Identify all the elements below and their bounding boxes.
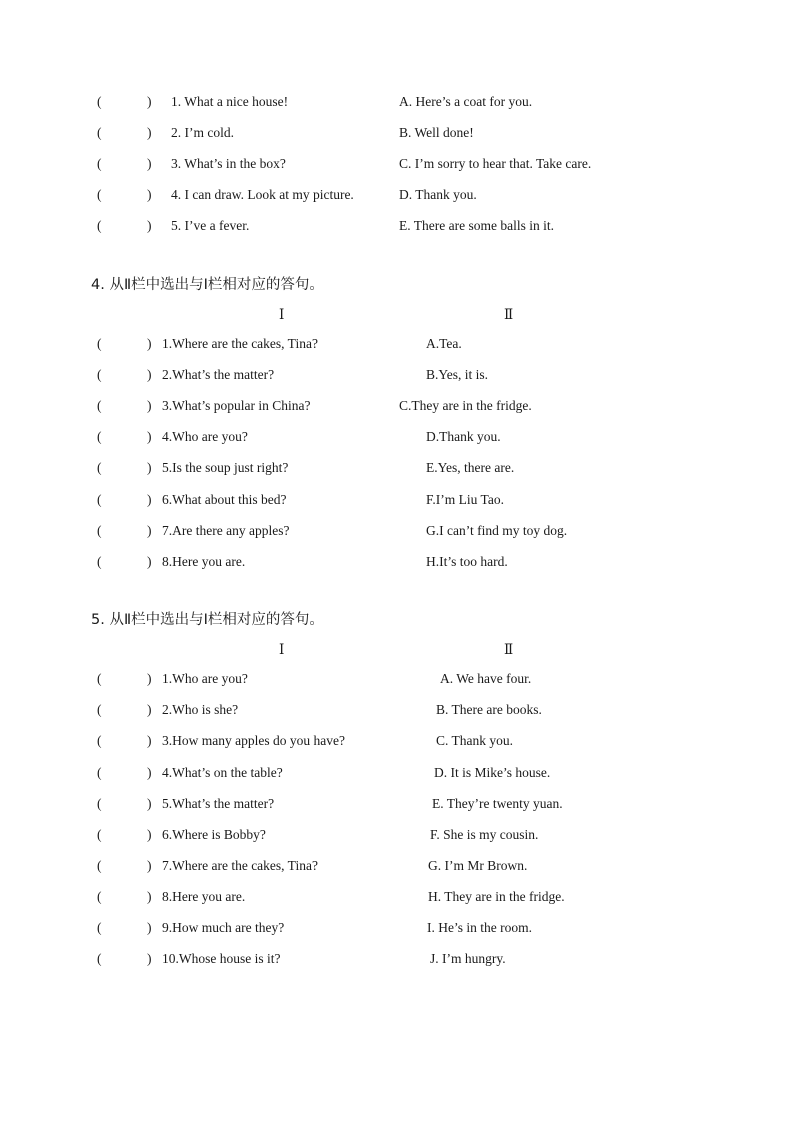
match-row bbox=[0, 426, 794, 448]
match-row bbox=[0, 91, 794, 113]
section-heading: 5. 从Ⅱ栏中选出与Ⅰ栏相对应的答句。 bbox=[91, 612, 324, 628]
question-text: 5.Is the soup just right? bbox=[162, 460, 289, 475]
answer-paren-open: ( bbox=[97, 765, 102, 780]
answer-text: G.I can’t find my toy dog. bbox=[426, 523, 568, 538]
answer-paren-close: ) bbox=[147, 920, 152, 935]
match-row bbox=[0, 855, 794, 877]
answer-paren-open: ( bbox=[97, 367, 102, 382]
answer-text: H. They are in the fridge. bbox=[428, 889, 565, 904]
question-text: 7.Where are the cakes, Tina? bbox=[162, 858, 318, 873]
answer-text: F.I’m Liu Tao. bbox=[426, 492, 504, 507]
column-header-ii: Ⅱ bbox=[504, 642, 514, 657]
section-heading: 4. 从Ⅱ栏中选出与Ⅰ栏相对应的答句。 bbox=[91, 277, 324, 293]
answer-text: J. I’m hungry. bbox=[430, 951, 506, 966]
answer-paren-close: ) bbox=[147, 187, 152, 202]
answer-paren-close: ) bbox=[147, 125, 152, 140]
match-row bbox=[0, 184, 794, 206]
match-row bbox=[0, 153, 794, 175]
answer-paren-open: ( bbox=[97, 702, 102, 717]
answer-paren-close: ) bbox=[147, 702, 152, 717]
question-text: 3. What’s in the box? bbox=[171, 156, 286, 171]
answer-paren-close: ) bbox=[147, 858, 152, 873]
question-text: 2.What’s the matter? bbox=[162, 367, 275, 382]
answer-paren-close: ) bbox=[147, 671, 152, 686]
answer-paren-close: ) bbox=[147, 218, 152, 233]
match-row bbox=[0, 489, 794, 511]
answer-text: C. I’m sorry to hear that. Take care. bbox=[399, 156, 592, 171]
question-text: 1. What a nice house! bbox=[171, 94, 289, 109]
match-row bbox=[0, 333, 794, 355]
answer-text: E. There are some balls in it. bbox=[399, 218, 554, 233]
answer-paren-open: ( bbox=[97, 125, 102, 140]
answer-text: B. Well done! bbox=[399, 125, 474, 140]
answer-paren-open: ( bbox=[97, 398, 102, 413]
question-text: 2.Who is she? bbox=[162, 702, 239, 717]
answer-paren-close: ) bbox=[147, 398, 152, 413]
answer-paren-open: ( bbox=[97, 920, 102, 935]
question-text: 6.What about this bed? bbox=[162, 492, 287, 507]
column-header-i: Ⅰ bbox=[279, 307, 285, 322]
answer-paren-open: ( bbox=[97, 460, 102, 475]
answer-paren-open: ( bbox=[97, 554, 102, 569]
question-text: 9.How much are they? bbox=[162, 920, 285, 935]
question-text: 8.Here you are. bbox=[162, 889, 246, 904]
answer-paren-open: ( bbox=[97, 523, 102, 538]
answer-paren-open: ( bbox=[97, 671, 102, 686]
match-row bbox=[0, 364, 794, 386]
answer-text: C. Thank you. bbox=[436, 733, 513, 748]
answer-paren-open: ( bbox=[97, 187, 102, 202]
answer-paren-open: ( bbox=[97, 94, 102, 109]
column-header-ii: Ⅱ bbox=[504, 307, 514, 322]
answer-text: I. He’s in the room. bbox=[427, 920, 532, 935]
answer-text: E. They’re twenty yuan. bbox=[432, 796, 563, 811]
answer-paren-close: ) bbox=[147, 367, 152, 382]
question-text: 4.What’s on the table? bbox=[162, 765, 283, 780]
answer-paren-open: ( bbox=[97, 733, 102, 748]
question-text: 3.How many apples do you have? bbox=[162, 733, 345, 748]
match-row bbox=[0, 762, 794, 784]
answer-paren-close: ) bbox=[147, 336, 152, 351]
question-text: 1.Where are the cakes, Tina? bbox=[162, 336, 318, 351]
match-row bbox=[0, 122, 794, 144]
question-text: 3.What’s popular in China? bbox=[162, 398, 311, 413]
answer-text: D.Thank you. bbox=[426, 429, 501, 444]
answer-paren-close: ) bbox=[147, 889, 152, 904]
answer-paren-close: ) bbox=[147, 429, 152, 444]
answer-paren-close: ) bbox=[147, 460, 152, 475]
answer-text: E.Yes, there are. bbox=[426, 460, 515, 475]
answer-paren-open: ( bbox=[97, 951, 102, 966]
answer-text: C.They are in the fridge. bbox=[399, 398, 532, 413]
match-row bbox=[0, 824, 794, 846]
answer-paren-open: ( bbox=[97, 889, 102, 904]
match-row bbox=[0, 948, 794, 970]
match-row bbox=[0, 886, 794, 908]
answer-paren-close: ) bbox=[147, 523, 152, 538]
answer-paren-open: ( bbox=[97, 156, 102, 171]
match-row bbox=[0, 917, 794, 939]
answer-text: D. It is Mike’s house. bbox=[434, 765, 551, 780]
answer-text: D. Thank you. bbox=[399, 187, 477, 202]
question-text: 4. I can draw. Look at my picture. bbox=[171, 187, 354, 202]
answer-paren-open: ( bbox=[97, 827, 102, 842]
answer-text: A. We have four. bbox=[440, 671, 532, 686]
match-row bbox=[0, 668, 794, 690]
answer-paren-open: ( bbox=[97, 336, 102, 351]
match-row bbox=[0, 457, 794, 479]
answer-paren-open: ( bbox=[97, 796, 102, 811]
match-row bbox=[0, 520, 794, 542]
answer-paren-open: ( bbox=[97, 429, 102, 444]
question-text: 4.Who are you? bbox=[162, 429, 248, 444]
answer-text: B.Yes, it is. bbox=[426, 367, 489, 382]
answer-paren-close: ) bbox=[147, 796, 152, 811]
question-text: 6.Where is Bobby? bbox=[162, 827, 266, 842]
match-row bbox=[0, 215, 794, 237]
match-row bbox=[0, 793, 794, 815]
answer-text: H.It’s too hard. bbox=[426, 554, 508, 569]
answer-paren-open: ( bbox=[97, 218, 102, 233]
answer-paren-close: ) bbox=[147, 951, 152, 966]
match-row bbox=[0, 395, 794, 417]
answer-paren-close: ) bbox=[147, 492, 152, 507]
answer-paren-close: ) bbox=[147, 554, 152, 569]
answer-text: A. Here’s a coat for you. bbox=[399, 94, 533, 109]
match-row bbox=[0, 730, 794, 752]
question-text: 8.Here you are. bbox=[162, 554, 246, 569]
question-text: 2. I’m cold. bbox=[171, 125, 234, 140]
question-text: 1.Who are you? bbox=[162, 671, 248, 686]
question-text: 5. I’ve a fever. bbox=[171, 218, 250, 233]
answer-text: A.Tea. bbox=[426, 336, 462, 351]
answer-text: F. She is my cousin. bbox=[430, 827, 539, 842]
column-header-i: Ⅰ bbox=[279, 642, 285, 657]
answer-paren-close: ) bbox=[147, 733, 152, 748]
answer-paren-close: ) bbox=[147, 156, 152, 171]
question-text: 10.Whose house is it? bbox=[162, 951, 281, 966]
answer-paren-close: ) bbox=[147, 765, 152, 780]
answer-paren-open: ( bbox=[97, 858, 102, 873]
question-text: 5.What’s the matter? bbox=[162, 796, 275, 811]
answer-paren-open: ( bbox=[97, 492, 102, 507]
match-row bbox=[0, 551, 794, 573]
question-text: 7.Are there any apples? bbox=[162, 523, 290, 538]
answer-paren-close: ) bbox=[147, 827, 152, 842]
match-row bbox=[0, 699, 794, 721]
answer-paren-close: ) bbox=[147, 94, 152, 109]
answer-text: B. There are books. bbox=[436, 702, 542, 717]
answer-text: G. I’m Mr Brown. bbox=[428, 858, 528, 873]
